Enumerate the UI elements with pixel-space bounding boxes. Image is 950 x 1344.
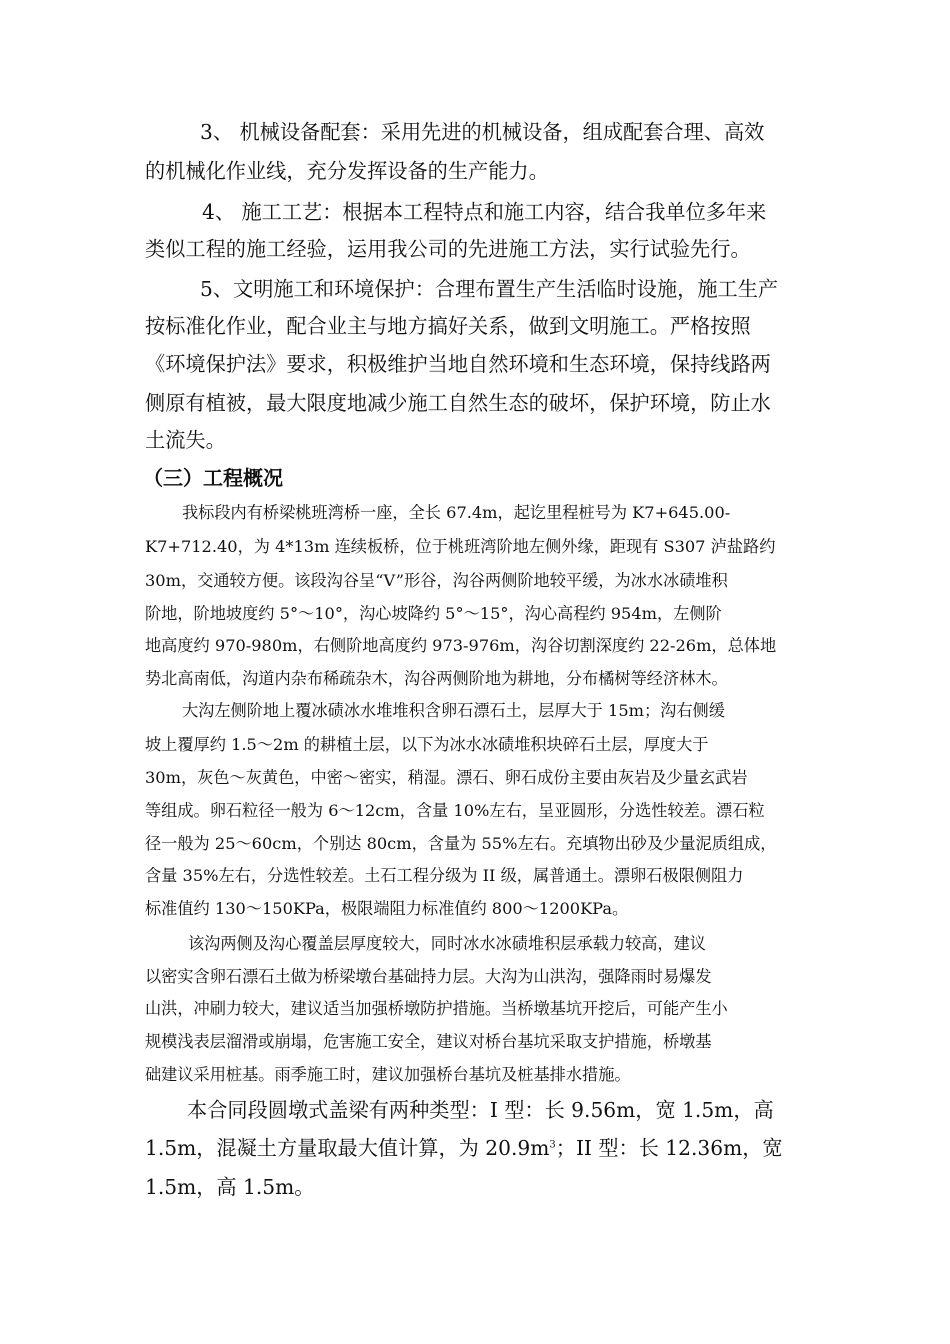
paragraph-5-line-2: 按标准化作业，配合业主与地方搞好关系，做到文明施工。严格按照 (145, 314, 751, 338)
paragraph-5-line-1: 5、文明施工和环境保护：合理布置生产生活临时设施，施工生产 (200, 277, 779, 301)
paragraph-3-line-2: 的机械化作业线，充分发挥设备的生产能力。 (145, 159, 549, 183)
advice-line-5: 础建议采用桩基。雨季施工时，建议加强桥台基坑及桩基排水措施。 (145, 1065, 631, 1084)
beam-line-1: 本合同段圆墩式盖梁有两种类型：I 型：长 9.56m，宽 1.5m，高 (187, 1098, 774, 1122)
overview-line-5: 地高度约 970-980m，右侧阶地高度约 973-976m，沟谷切割深度约 22-26m，总体地 (145, 636, 777, 655)
paragraph-3-line-1: 3、 机械设备配套：采用先进的机械设备，组成配套合理、高效 (200, 120, 765, 144)
overview-line-2: K7+712.40，为 4*13m 连续板桥，位于桃班湾阶地左侧外缘，距现有 S307 泸盐路约 (145, 537, 776, 556)
overview-line-6: 势北高南低，沟道内杂布稀疏杂木，沟谷两侧阶地为耕地，分布橘树等经济林木。 (145, 669, 728, 688)
geology-line-7: 标准值约 130～150KPa，极限端阻力标准值约 800～1200KPa。 (145, 899, 629, 918)
paragraph-5-line-5: 土流失。 (145, 428, 226, 452)
advice-line-1: 该沟两侧及沟心覆盖层厚度较大，同时冰水冰碛堆积层承载力较高，建议 (188, 934, 706, 953)
paragraph-5-line-3: 《环境保护法》要求，积极维护当地自然环境和生态环境，保持线路两 (145, 352, 771, 376)
paragraph-5-line-4: 侧原有植被，最大限度地减少施工自然生态的破坏，保护环境，防止水 (145, 391, 771, 415)
beam-line-3: 1.5m，高 1.5m。 (145, 1175, 315, 1199)
cubic-superscript: 3 (549, 1139, 556, 1151)
geology-line-1: 大沟左侧阶地上覆冰碛冰水堆堆积含卵石漂石土，层厚大于 15m；沟右侧缓 (182, 701, 725, 720)
geology-line-4: 等组成。卵石粒径一般为 6～12cm，含量 10%左右，呈亚圆形，分选性较差。漂石粒 (145, 801, 765, 820)
paragraph-4-line-1: 4、 施工工艺：根据本工程特点和施工内容，结合我单位多年来 (202, 200, 767, 224)
geology-line-3: 30m，灰色～灰黄色，中密～密实，稍湿。漂石、卵石成份主要由灰岩及少量玄武岩 (145, 768, 748, 787)
advice-line-4: 规模浅表层溜滑或崩塌，危害施工安全，建议对桥台基坑采取支护措施，桥墩基 (145, 1032, 712, 1051)
beam-line-2 (145, 1132, 810, 1161)
paragraph-4-line-2: 类似工程的施工经验，运用我公司的先进施工方法，实行试验先行。 (145, 237, 751, 261)
beam-line-2-part-b: ；II 型：长 12.36m，宽 (555, 1136, 783, 1160)
geology-line-5: 径一般为 25～60cm，个别达 80cm，含量为 55%左右。充填物出砂及少量泥质组成， (145, 834, 777, 853)
overview-line-1: 我标段内有桥梁桃班湾桥一座，全长 67.4m，起讫里程桩号为 K7+645.00- (182, 503, 731, 522)
advice-line-3: 山洪，冲刷力较大，建议适当加强桥墩防护措施。当桥墩基坑开挖后，可能产生小 (145, 999, 728, 1018)
geology-line-2: 坡上覆厚约 1.5～2m 的耕植土层，以下为冰水冰碛堆积块碎石土层，厚度大于 (145, 735, 709, 754)
overview-line-3: 30m，交通较方便。该段沟谷呈“V”形谷，沟谷两侧阶地较平缓，为冰水冰碛堆积 (145, 571, 728, 590)
section-heading: （三）工程概况 (143, 466, 283, 490)
geology-line-6: 含量 35%左右，分选性较差。土石工程分级为 II 级，属普通土。漂卵石极限侧阻力 (145, 866, 744, 885)
advice-line-2: 以密实含卵石漂石土做为桥梁墩台基础持力层。大沟为山洪沟，强降雨时易爆发 (145, 967, 712, 986)
overview-line-4: 阶地，阶地坡度约 5°～10°，沟心坡降约 5°～15°，沟心高程约 954m，左侧阶 (145, 604, 722, 623)
beam-line-2-part-a: 1.5m，混凝土方量取最大值计算，为 20.9m (145, 1136, 550, 1160)
